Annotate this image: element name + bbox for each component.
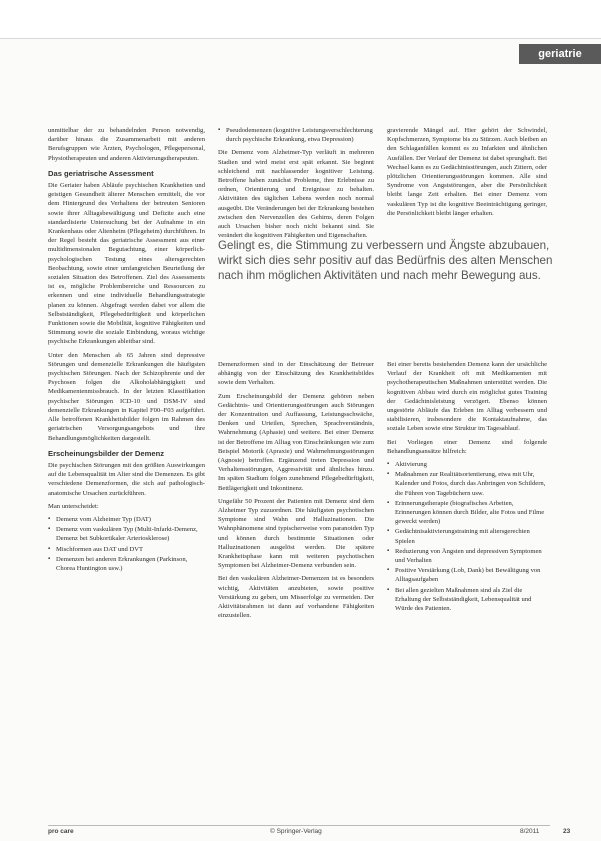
- bullet-list: [218, 126, 374, 144]
- paragraph: Die Demenz vom Alzheimer-Typ verläuft in mehreren Stadien und wird meist erst spät erkannt. Sie beginnt schleichend mit nachlassender kognitiver Leistung. Betroffene haben zunächst Probleme, ihre Erlebnisse zu ordnen, Orientierung und Ereignisse zu behalten. Aktivitäten des täglichen Lebens werden noch normal ausgeübt. Die Veränderungen bei der Erkrankung bestehen zwischen den Nervenzellen des Gehirns, deren Folgen auch Ursachen bisher noch nicht bekannt sind. Sie verändert die kognitiven Fähigkeiten und Eigenschaften.: [218, 149, 374, 240]
- paragraph: Bei einer bereits bestehenden Demenz kann der ursächliche Verlauf der Krankheit oft mit Medikamenten mit psychotherapeutischen Maßnahmen unterstützt werden. Die kognitiven Abbau wird durch ein möglichst gutes Training der Gedächtnisleistung verzögert. Ebenso können ungestörte Abläufe das Erleben im Alltag verbessern und stabilisieren, insbesondere die Kontaktaufnahme, das soziale Leben sowie eine Struktur im Tagesablauf.: [387, 361, 547, 433]
- header-band: [0, 0, 601, 38]
- list-item: ▪ Demenzen bei anderen Erkrankungen (Parkinson, Chorea Huntington usw.): [56, 555, 205, 573]
- header-divider: [0, 38, 601, 39]
- paragraph: Man unterscheidet:: [48, 502, 99, 510]
- column-2-top: [218, 126, 374, 244]
- list-item: ▪ Demenz vom Alzheimer Typ (DAT): [56, 515, 205, 524]
- bullet-list: [48, 515, 205, 573]
- publisher-credit: © Springer-Verlag: [270, 828, 322, 835]
- section-heading: Erscheinungsbilder der Demenz: [48, 448, 165, 458]
- list-item: ▪ Pseudodemenzen (kognitive Leistungsverschlechterung durch psychische Erkrankung, etwa Depression): [226, 126, 374, 144]
- list-item: ▪ Aktivierung: [395, 460, 547, 469]
- paragraph: unmittelbar der zu behandelnden Person notwendig, darüber hinaus die Zusammenarbeit mit anderen Berufsgruppen wie Ärzten, Psychologen, Pflegepersonal, Physiotherapeuten und anderen Aktivierungstherapeuten.: [48, 127, 205, 162]
- section-label: geriatrie: [519, 44, 601, 64]
- list-item: ▪ Erinnerungstherapie (biografisches Arbeiten, Erinnerungen können durch Bilder, alte Fotos und Filme geweckt werden): [395, 499, 547, 527]
- paragraph: Zum Erscheinungsbild der Demenz gehören neben Gedächtnis- und Orientierungsstörungen auch Störungen der Konzentration und Auffassung, Leistungsschwäche, Denken und Urteilen, Sprechen, Sprachverständnis, Wahrnehmung (Aphasie) und weitere. Bei einer Demenz ist der Betroffene im Alltag von Einschränkungen wie zum Beispiel Motorik (Apraxie) und Wahrnehmungsstörungen (Agnosie) betroffen. Ergänzend treten Depression und Verhaltensstörungen, Aggressivität und ähnliches hinzu. Im späten Stadium folgen zunehmend Pflegebedürftigkeit, Bettlägerigkeit und Inkontinenz.: [218, 392, 374, 492]
- column-3-top: [387, 126, 547, 222]
- paragraph: gravierende Mängel auf. Hier gehört der Schwindel, Kopfschmerzen, Symptome bis zu Stürzen. Auch bleiben an den Schlaganfällen kommt es zu Infarkten und ähnlichen Ausfällen. Der Verlauf der Demenz ist dabei sprunghaft. Bei Wechsel kann es zu Gedächtnisstörungen, auch Zittern, oder plötzlichen Orientierungsstörungen kommen. Alle sind Syndrome von Angststörungen, aber die Persönlichkeit bleibt lange Zeit erhalten. Bei einer Demenz vom vaskulären Typ ist die kognitive Beeinträchtigung geringer, die Persönlichkeit bleibt länger erhalten.: [387, 127, 547, 217]
- list-item: ▪ Demenz vom vaskulären Typ (Multi-Infarkt-Demenz, Demenz bei Subkortikaler Arteriosklerose): [56, 525, 205, 543]
- issue-number: 8/2011: [520, 828, 540, 835]
- bullet-list: [387, 460, 547, 613]
- paragraph: Bei Vorliegen einer Demenz sind folgende Behandlungsansätze hilfreich:: [387, 438, 547, 455]
- list-item: ▪ Positive Verstärkung (Lob, Dank) bei Bewältigung von Alltagsaufgaben: [395, 566, 547, 584]
- paragraph: Die Geriater haben Abläufe psychischen Krankheiten und geistigen Gesundheit älterer Menschen ermittelt, die vor dem Hintergrund des Verhaltens der betreuten Senioren sowie ihrer Alltagsbewältigung und Defizite auch eine standardisierte Untersuchung bei der Aufnahme in ein Krankenhaus oder Altenheim (Pflegeheim) durchführen. In der Regel besteht das geriatrische Assessment aus einer multidimensionalen Begutachtung, einer körperlich-psychologischen Testung eines altersgerechten Beobachtung, sowie einer umfangreichen Beurteilung der sozialen Situation des Betroffenen. Ziel des Assessments ist es, mögliche Problembereiche und Ressourcen zu erkennen und eine individuelle Behandlungsstrategie planen zu können. Abgefragt werden dabei vor allem die Selbstständigkeit, Pflegebedürftigkeit und körperlichen Funktionen sowie die Mobilität, kognitive Fähigkeiten und Stimmung sowie die soziale Einbindung, woraus wichtige psychische Erkrankungen ableitbar sind.: [48, 182, 205, 346]
- paragraph: Bei den vaskulären Alzheimer-Demenzen ist es besonders wichtig, Aktivitäten anzubieten, sowie positive Verstärkung zu geben, um Misserfolge zu vermeiden. Der Aktivitätsrahmen ist dann auf vorhandene Fähigkeiten einzustellen.: [218, 575, 374, 620]
- paragraph: Ungefähr 50 Prozent der Patienten mit Demenz sind dem Alzheimer Typ zuzuordnen. Die häufigsten psychotischen Symptome sind Wahn und Halluzinationen. Die Wahnphänomene sind typischerweise vom paranoiden Typ und können durch bestimmte Situationen oder Halluzinationen ausgelöst werden. Die spätere Krankheitsphase kann mit weiteren psychotischen Symptomen bei Alzheimer-Demenz verbunden sein.: [218, 497, 374, 570]
- footer-divider: [48, 825, 550, 826]
- list-item: ▪ Bei allen gezielten Maßnahmen sind als Ziel die Erhaltung der Selbstständigkeit, Lebensqualität und Würde des Patienten.: [395, 586, 547, 614]
- pull-quote: Gelingt es, die Stimmung zu verbessern und Ängste abzubauen, wirkt sich dies sehr positiv auf das Bedürfnis des alten Menschen nach ihm möglichen Aktivitäten und nach mehr Bewegung aus.: [218, 239, 553, 282]
- paragraph: Die psychischen Störungen mit den größten Auswirkungen auf die Lebensqualität im Alter sind die Demenzen. Es gibt verschiedene Demenzformen, die sich auf pathologisch-anatomische Ursachen zurückführen.: [48, 461, 205, 497]
- page-number: 23: [563, 828, 571, 835]
- list-item: ▪ Reduzierung von Ängsten und depressiven Symptomen und Verhalten: [395, 547, 547, 565]
- column-3-bottom: [387, 360, 547, 617]
- paragraph: Demenzformen sind in der Einschätzung der Betreuer abhängig von der Einschätzung des Krankheitsbildes sowie dem Verhalten.: [218, 361, 374, 387]
- section-heading: Das geriatrische Assessment: [48, 168, 154, 178]
- column-2-bottom: [218, 360, 374, 624]
- list-item: ▪ Mischformen aus DAT und DVT: [56, 545, 205, 554]
- list-item: ▪ Maßnahmen zur Realitätsorientierung, etwa mit Uhr, Kalender und Fotos, durch das Anbringen von Schildern, die Führen von Tagebüchern usw.: [395, 470, 547, 498]
- column-1: [48, 126, 205, 577]
- journal-name: pro care: [48, 828, 74, 835]
- paragraph: Unter den Menschen ab 65 Jahren sind depressive Störungen und demenzielle Erkrankungen die häufigsten psychischen Störungen. Nach der Schizophrenie und der Psychosen folgen die Alkoholabhängigkeit und Medikamentenmissbrauch. In der letzten Klassifikation psychischer Störungen ICD-10 und DSM-IV sind demenzielle Erkrankungen in Kapitel F00–F03 aufgeführt. Alle betroffenen Krankheitsbilder folgen im Rahmen des geriatrischen Versorgungsangebots und ihre Behandlungsmöglichkeiten dargestellt.: [48, 351, 205, 442]
- list-item: ▪ Gedächtnisaktivierungstraining mit altersgerechten Spielen: [395, 527, 547, 545]
